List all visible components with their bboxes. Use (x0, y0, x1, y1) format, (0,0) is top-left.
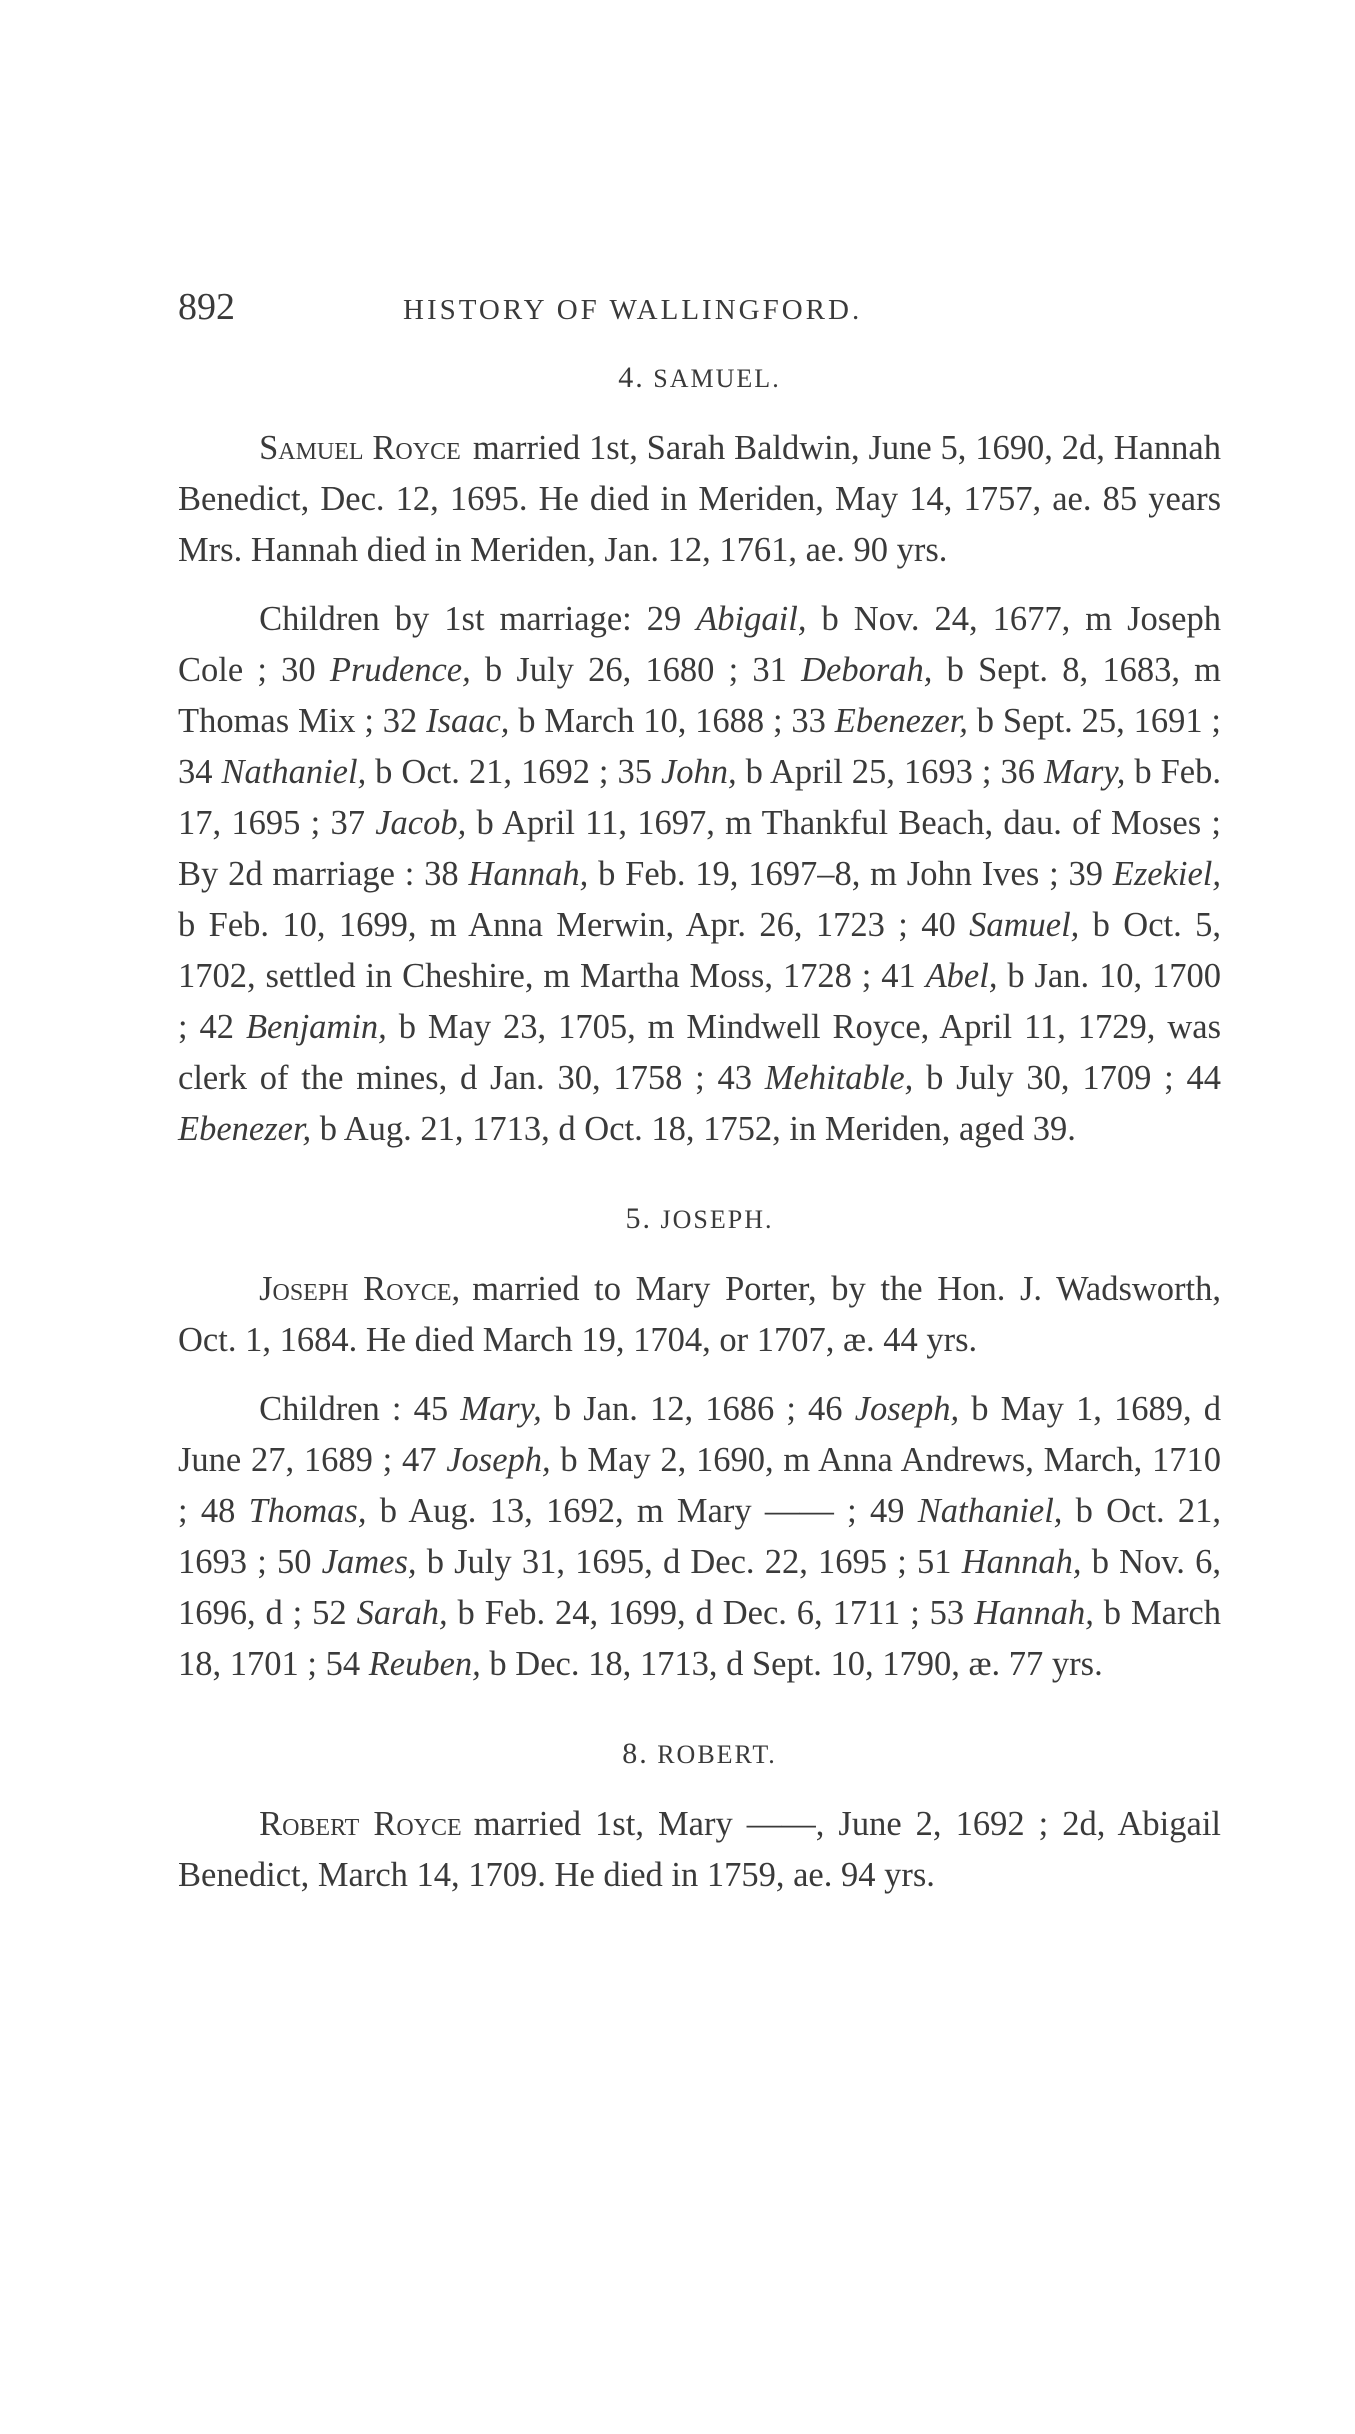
record-text: b Oct. 5, 1702, settled in Cheshire, m Martha Moss, 1728 ; 41 (178, 906, 1221, 995)
child-name: Abel, (925, 957, 998, 995)
running-head (178, 282, 1221, 332)
person-name: Samuel Royce (259, 429, 461, 467)
section-number: 8. (622, 1737, 649, 1770)
child-name: John, (660, 753, 737, 791)
child-name: Mehitable, (764, 1059, 914, 1097)
child-name: Hannah, (974, 1594, 1094, 1632)
child-name: James, (321, 1543, 417, 1581)
child-name: Hannah, (468, 855, 589, 893)
section-heading-robert (178, 1734, 1221, 1775)
person-name: Robert Royce (259, 1805, 462, 1843)
child-name: Samuel, (969, 906, 1080, 944)
marriage-paragraph-joseph (178, 1264, 1221, 1366)
record-text: b Sept. 8, 1683, m Thomas Mix ; 32 (178, 651, 1222, 740)
record-text: b Feb. 10, 1699, m Anna Merwin, Apr. 26, 1723 ; 40 (178, 906, 970, 944)
book-page (178, 282, 1221, 1919)
record-text: b Sept. 25, 1691 ; 34 (178, 702, 1221, 791)
record-text: b May 2, 1690, m Anna Andrews, March, 1710 ; 48 (178, 1441, 1222, 1530)
record-text: b Jan. 12, 1686 ; 46 (541, 1390, 855, 1428)
record-text: b Jan. 10, 1700 ; 42 (178, 957, 1221, 1046)
record-text: b Aug. 21, 1713, d Oct. 18, 1752, in Meriden, aged 39. (311, 1110, 1076, 1148)
child-name: Joseph, (854, 1390, 960, 1428)
section-number: 5. (625, 1202, 652, 1235)
child-name: Mary, (1043, 753, 1126, 791)
child-name: Thomas, (248, 1492, 367, 1530)
record-text: b March 10, 1688 ; 33 (509, 702, 835, 740)
section-number: 4. (618, 361, 645, 394)
child-name: Hannah, (961, 1543, 1082, 1581)
record-text: b April 11, 1697, m Thankful Beach, dau. of Moses ; By 2d marriage : 38 (178, 804, 1221, 893)
marriage-text: married to Mary Porter, by the Hon. J. Wadsworth, Oct. 1, 1684. He died March 19, 1704, or 1707, æ. 44 yrs. (178, 1270, 1221, 1359)
record-text: b April 25, 1693 ; 36 (736, 753, 1044, 791)
record-text: b Oct. 21, 1692 ; 35 (366, 753, 661, 791)
record-text: b Nov. 6, 1696, d ; 52 (178, 1543, 1221, 1632)
record-text: b July 26, 1680 ; 31 (470, 651, 802, 689)
child-name: Benjamin, (245, 1008, 387, 1046)
child-name: Isaac, (426, 702, 510, 740)
child-name: Ebenezer, (178, 1110, 312, 1148)
record-text: Children by 1st marriage: 29 (259, 600, 697, 638)
record-text: b Feb. 19, 1697–8, m John Ives ; 39 (588, 855, 1113, 893)
children-paragraph-joseph (178, 1384, 1221, 1690)
section-name: SAMUEL. (653, 364, 781, 393)
person-name: Joseph Royce, (259, 1270, 461, 1308)
record-text: b Dec. 18, 1713, d Sept. 10, 1790, æ. 77 yrs. (480, 1645, 1103, 1683)
marriage-paragraph-robert (178, 1799, 1221, 1901)
marriage-text: married 1st, Mary ——, June 2, 1692 ; 2d, Abigail Benedict, March 14, 1709. He died in 1759, ae. 94 yrs. (178, 1805, 1221, 1894)
section-name: JOSEPH. (660, 1205, 774, 1234)
record-text: b Feb. 24, 1699, d Dec. 6, 1711 ; 53 (447, 1594, 975, 1632)
record-text: b Nov. 24, 1677, m Joseph Cole ; 30 (178, 600, 1221, 689)
child-name: Mary, (460, 1390, 542, 1428)
book-title: HISTORY OF WALLINGFORD. (403, 294, 863, 326)
child-name: Ezekiel, (1112, 855, 1222, 893)
record-text: b March 18, 1701 ; 54 (178, 1594, 1221, 1683)
child-name: Sarah, (356, 1594, 448, 1632)
child-name: Jacob, (375, 804, 467, 842)
child-name: Ebenezer, (834, 702, 968, 740)
section-heading-samuel (178, 358, 1221, 399)
section-heading-joseph (178, 1199, 1221, 1240)
child-name: Nathaniel, (221, 753, 367, 791)
marriage-text: married 1st, Sarah Baldwin, June 5, 1690, 2d, Hannah Benedict, Dec. 12, 1695. He died in Meriden, May 14, 1757, ae. 85 years Mrs. Hannah died in Meriden, Jan. 12, 1761, ae. 90 yrs. (178, 429, 1221, 569)
record-text: b Oct. 21, 1693 ; 50 (178, 1492, 1221, 1581)
record-text: b Feb. 17, 1695 ; 37 (178, 753, 1221, 842)
section-name: ROBERT. (657, 1740, 777, 1769)
record-text: b July 30, 1709 ; 44 (913, 1059, 1221, 1097)
child-name: Nathaniel, (917, 1492, 1063, 1530)
marriage-paragraph-samuel (178, 423, 1221, 576)
record-text: b May 23, 1705, m Mindwell Royce, April 11, 1729, was clerk of the mines, d Jan. 30, 1758 ; 43 (178, 1008, 1221, 1097)
children-paragraph-samuel (178, 594, 1221, 1155)
child-name: Prudence, (329, 651, 471, 689)
page-number: 892 (178, 286, 235, 328)
child-name: Deborah, (801, 651, 933, 689)
child-name: Abigail, (696, 600, 807, 638)
record-text: b July 31, 1695, d Dec. 22, 1695 ; 51 (416, 1543, 962, 1581)
child-name: Reuben, (368, 1645, 481, 1683)
child-name: Joseph, (446, 1441, 551, 1479)
record-text: Children : 45 (259, 1390, 461, 1428)
record-text: b May 1, 1689, d June 27, 1689 ; 47 (178, 1390, 1221, 1479)
record-text: b Aug. 13, 1692, m Mary —— ; 49 (366, 1492, 918, 1530)
